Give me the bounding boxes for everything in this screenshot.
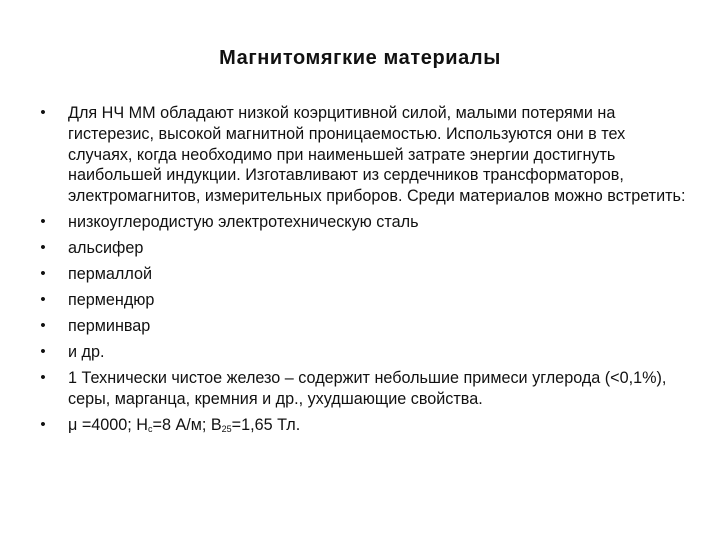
- bullet-dot-icon: •: [40, 291, 46, 309]
- bullet-dot-icon: •: [40, 104, 46, 121]
- bullet-item-intro: [40, 103, 692, 207]
- bullet-text: Для НЧ ММ обладают низкой коэрцитивной силой, малыми потерями на гистерезис, высокой магнитной проницаемостью. Используются они в тех случаях, когда необходимо при наименьшей затрате энергии достигнуть наибольшей индукции. Изготавливают из сердечников трансформаторов, электромагнитов, измерительных приборов. Среди материалов можно встретить:: [68, 104, 686, 206]
- bullet-text: альсифер: [68, 239, 144, 258]
- bullet-dot-icon: •: [40, 213, 46, 231]
- bullet-item-formula: [40, 415, 692, 436]
- bullet-item-alsifer: [40, 238, 692, 259]
- bullet-text: перминвар: [68, 317, 151, 336]
- slide-title: Магнитомягкие материалы: [219, 47, 501, 69]
- formula-b-subscript: 25: [221, 423, 232, 434]
- bullet-item-pure-iron: [40, 368, 692, 410]
- bullet-item-etc: [40, 342, 692, 363]
- bullet-item-permalloy: [40, 264, 692, 285]
- bullet-dot-icon: •: [40, 317, 46, 335]
- bullet-item-steel: [40, 212, 692, 233]
- bullet-text: и др.: [68, 343, 105, 362]
- bullet-dot-icon: •: [40, 343, 46, 361]
- bullet-dot-icon: •: [40, 239, 46, 257]
- bullet-text: 1 Технически чистое железо – содержит небольшие примеси углерода (<0,1%), серы, марганца, кремния и др., ухудшающие свойства.: [68, 369, 667, 408]
- bullet-text: пермаллой: [68, 265, 153, 284]
- formula-mid-part: =8 А/м; B: [152, 415, 222, 434]
- bullet-text: низкоуглеродистую электротехническую сталь: [68, 213, 419, 232]
- bullet-list: [40, 103, 692, 441]
- formula-text: [68, 416, 300, 434]
- bullet-dot-icon: •: [40, 369, 46, 387]
- formula-mu-part: μ =4000; H: [68, 415, 148, 434]
- bullet-text: пермендюр: [68, 291, 155, 310]
- bullet-item-permendur: [40, 290, 692, 311]
- formula-hc-subscript: c: [147, 423, 153, 434]
- bullet-dot-icon: •: [40, 415, 46, 433]
- bullet-dot-icon: •: [40, 265, 46, 283]
- formula-end-part: =1,65 Тл.: [231, 415, 301, 434]
- bullet-item-perminvar: [40, 316, 692, 337]
